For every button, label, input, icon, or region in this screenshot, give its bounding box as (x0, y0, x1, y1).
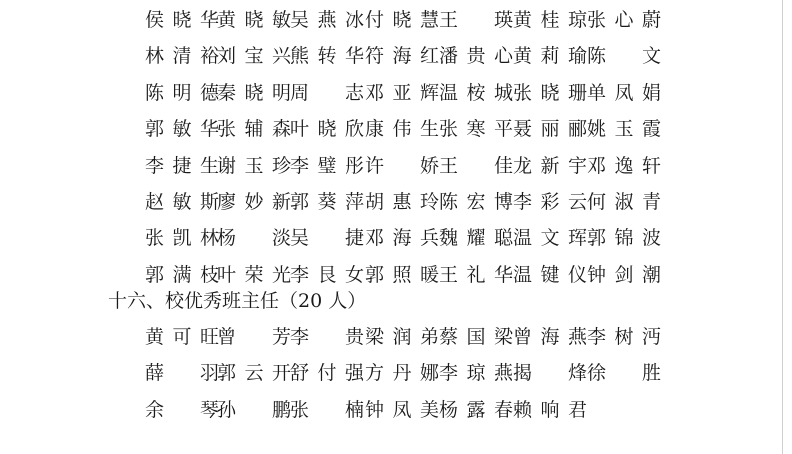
person-name: 谢玉珍 (217, 154, 291, 177)
person-name: 温键仪 (513, 263, 587, 286)
person-name: 叶晓欣 (290, 118, 364, 141)
person-name: 王 佳 (439, 154, 513, 177)
person-name: 蔡国梁 (439, 326, 513, 348)
person-name: 周 志 (290, 81, 364, 104)
person-name: 方丹娜 (365, 362, 439, 385)
person-name: 张辅森 (217, 118, 291, 141)
person-name: 陈 文 (587, 45, 661, 68)
name-row (0, 220, 792, 256)
person-name: 黄桂琼 (513, 9, 587, 31)
person-name: 郭照暖 (365, 263, 439, 286)
person-name: 钟剑潮 (587, 263, 661, 286)
person-name: 侯晓华 (145, 9, 219, 31)
person-name: 潘贵心 (439, 45, 513, 68)
person-name: 李艮女 (290, 263, 364, 286)
person-name: 李璧彤 (290, 154, 364, 177)
person-name: 陈宏博 (439, 191, 513, 213)
person-name: 李琼燕 (439, 362, 513, 385)
person-name: 何淑青 (587, 191, 661, 213)
person-name: 赵敏斯 (145, 191, 219, 213)
person-name: 胡惠玲 (365, 191, 439, 213)
person-name: 曾海燕 (513, 326, 587, 348)
person-name: 张 楠 (290, 398, 364, 421)
person-name: 揭 烽 (513, 362, 587, 385)
person-name: 李彩云 (513, 191, 587, 213)
person-name: 叶荣光 (217, 263, 291, 286)
person-name: 龙新宇 (513, 154, 587, 177)
person-name: 余 琴 (145, 398, 219, 421)
person-name: 温文珲 (513, 227, 587, 250)
person-name: 邓逸轩 (587, 154, 661, 177)
name-row (0, 75, 792, 111)
name-row (0, 184, 792, 220)
person-name: 王 瑛 (439, 9, 513, 31)
person-name: 付晓慧 (365, 9, 439, 31)
person-name: 王礼华 (439, 263, 513, 286)
person-name: 邓海兵 (365, 227, 439, 250)
person-name: 姚玉霞 (587, 118, 661, 141)
person-name: 许 娇 (365, 154, 439, 177)
person-name: 郭敏华 (145, 118, 219, 141)
person-name: 张晓珊 (513, 81, 587, 104)
person-name: 薛 羽 (145, 362, 219, 385)
person-name: 李捷生 (145, 154, 219, 177)
person-name: 吴 捷 (290, 227, 364, 250)
section-heading: 十六、校优秀班主任（20 人） (108, 290, 367, 312)
person-name: 黄莉瑜 (513, 45, 587, 68)
name-row (0, 148, 792, 184)
person-name: 徐 胜 (587, 362, 661, 385)
person-name: 聂丽郦 (513, 118, 587, 141)
person-name: 陈明德 (145, 81, 219, 104)
person-name: 梁润弟 (365, 326, 439, 348)
person-name: 杨 淡 (217, 227, 291, 250)
person-name: 张心蔚 (587, 9, 661, 31)
person-name: 孙 鹏 (217, 398, 291, 421)
person-name: 李 贵 (290, 326, 364, 348)
person-name: 熊转华 (290, 45, 364, 68)
person-name: 魏耀聪 (439, 227, 513, 250)
person-name: 李树沔 (587, 326, 661, 348)
person-name: 郭云开 (217, 362, 291, 385)
person-name: 黄可旺 (145, 326, 219, 348)
person-name: 秦晓明 (217, 81, 291, 104)
person-name: 温桉城 (439, 81, 513, 104)
person-name: 符海红 (365, 45, 439, 68)
page-edge-line (782, 0, 783, 454)
person-name: 杨露春 (439, 398, 513, 421)
person-name: 舒付强 (290, 362, 364, 385)
person-name: 郭锦波 (587, 227, 661, 250)
name-row (0, 355, 792, 391)
person-name: 刘宝兴 (217, 45, 291, 68)
person-name: 廖妙新 (217, 191, 291, 213)
person-name: 康伟生 (365, 118, 439, 141)
person-name: 黄晓敏 (217, 9, 291, 31)
person-name: 曾 芳 (217, 326, 291, 348)
person-name: 郭满枝 (145, 263, 219, 286)
person-name: 张凯林 (145, 227, 219, 250)
person-name: 吴燕冰 (290, 9, 364, 31)
name-row (0, 2, 792, 38)
person-name: 赖响君 (513, 398, 587, 421)
name-row (0, 111, 792, 147)
person-name: 张寒平 (439, 118, 513, 141)
name-row (0, 319, 792, 355)
person-name: 邓亚辉 (365, 81, 439, 104)
name-row (0, 38, 792, 74)
person-name: 郭葵萍 (290, 191, 364, 213)
person-name: 单凤娟 (587, 81, 661, 104)
person-name: 钟凤美 (365, 398, 439, 421)
person-name: 林清裕 (145, 45, 219, 68)
name-row (0, 392, 792, 428)
